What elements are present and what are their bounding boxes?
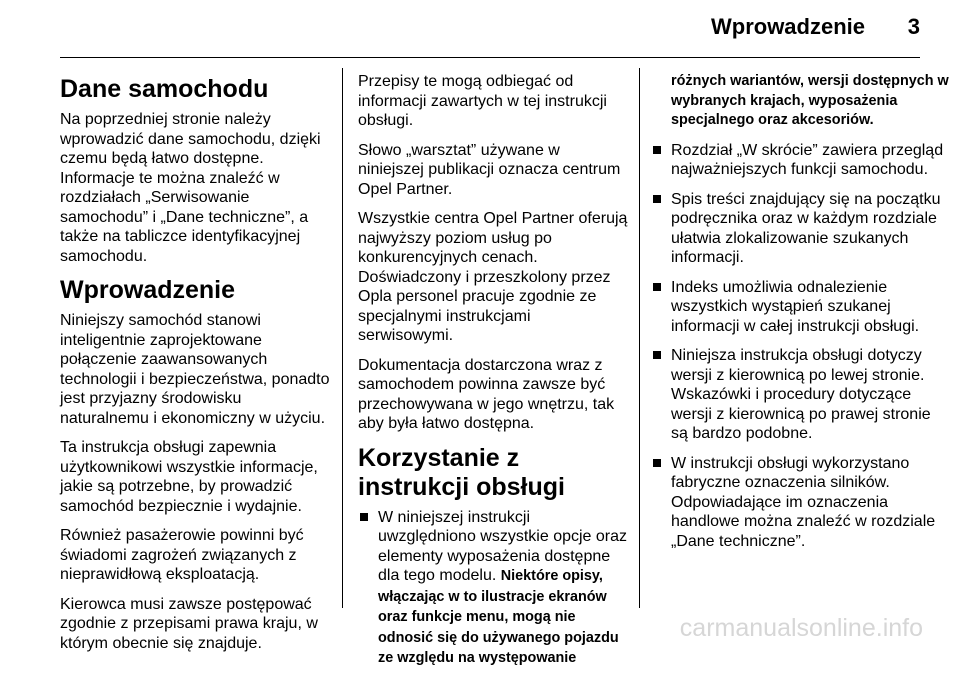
header-divider [60,57,920,58]
list-item [651,278,951,337]
list-item [358,508,628,669]
square-bullet-icon [653,195,661,203]
paragraph: Na poprzedniej stronie należy wprowadzić dane samochodu, dzięki czemu będą łatwo dostępne. Informacje te można znaleźć w rozdziałach „Serwisowanie samochodu” i „Dane techniczne”, a także na tabliczce identyfikacyjnej samochodu. [60,111,321,265]
column-3 [651,72,951,561]
paragraph: Wszystkie centra Opel Partner oferują najwyższy poziom usług po konkurencyjnych cenach. Doświadczony i przeszkolony przez Opla personel pracuje zgodnie ze specjalnymi instrukcjami serwisowymi. [358,210,628,344]
list-item [651,346,951,444]
bullet-list [358,508,628,669]
list-item-text: Rozdział „W skrócie” zawiera przegląd najważniejszych funkcji samochodu. [671,141,944,178]
section-heading-introduction: Wprowadzenie [60,276,236,304]
column-1 [60,72,330,663]
paragraph: Niniejszy samochód stanowi inteligentnie zaprojektowane połączenie zaawansowanych technologii i bezpieczeństwa, ponadto jest przyjazny środowisku naturalnemu i ekonomiczny w użyciu. [60,312,330,427]
list-item-text: W niniejszej instrukcji uwzględniono wszystkie opcje oraz elementy wyposażenia dostępne dla tego modelu. [378,508,628,584]
square-bullet-icon [360,513,368,521]
list-item [651,141,951,180]
column-divider-2 [639,68,640,608]
column-divider-1 [342,68,343,608]
paragraph: Kierowca musi zawsze postępować zgodnie z przepisami prawa kraju, w którym obecnie się znajduje. [60,595,318,652]
square-bullet-icon [653,283,661,291]
paragraph: Dokumentacja dostarczona wraz z samochodem powinna zawsze być przechowywana w jego wnętrzu, tak aby była łatwo dostępna. [358,356,615,432]
paragraph: Przepisy te mogą odbiegać od informacji zawartych w tej instrukcji obsługi. [358,73,607,129]
list-item [651,454,951,552]
list-item-bold-continuation: różnych wariantów, wersji dostępnych w wybranych krajach, wyposażenia specjalnego oraz akcesoriów. [671,73,949,128]
list-item-text: Spis treści znajdujący się na początku podręcznika oraz w każdym rozdziale ułatwia zlokalizowanie szukanych informacji. [671,190,941,266]
paragraph: Ta instrukcja obsługi zapewnia użytkownikowi wszystkie informacje, jakie są potrzebne, by prowadzić samochód bezpiecznie i wydajnie. [60,439,318,515]
square-bullet-icon [653,146,661,154]
column-2 [358,72,628,679]
list-item [651,190,951,268]
section-heading-vehicle-data: Dane samochodu [60,75,269,103]
paragraph: Również pasażerowie powinni być świadomi zagrożeń związanych z nieprawidłową eksploatacją. [60,527,304,583]
list-item-text: Indeks umożliwia odnalezienie wszystkich wystąpień szukanej informacji w całej instrukcji obsługi. [671,278,920,335]
list-item-text: W instrukcji obsługi wykorzystano fabryczne oznaczenia silników. Odpowiadające im oznaczenia handlowe można znaleźć w rozdziale „Dane techniczne”. [671,454,936,550]
paragraph: Słowo „warsztat” używane w niniejszej publikacji oznacza centrum Opel Partner. [358,141,621,198]
watermark-text: carmanualsonline.info [679,614,923,642]
page-number: 3 [907,14,920,39]
section-heading-using-manual: Korzystanie z instrukcji obsługi [358,443,565,501]
list-item-text: Niniejsza instrukcja obsługi dotyczy wersji z kierownicą po lewej stronie. Wskazówki i procedury dotyczące wersji z kierownicą po prawej stronie są bardzo podobne. [671,347,931,442]
square-bullet-icon [653,351,661,359]
square-bullet-icon [653,459,661,467]
header-title: Wprowadzenie [710,14,865,39]
bullet-list [651,141,951,552]
list-item-bold-text: Niektóre opisy, włączając w to ilustracje ekranów oraz funkcje menu, mogą nie odnosić się do używanego pojazdu ze względu na występowanie [378,568,619,666]
